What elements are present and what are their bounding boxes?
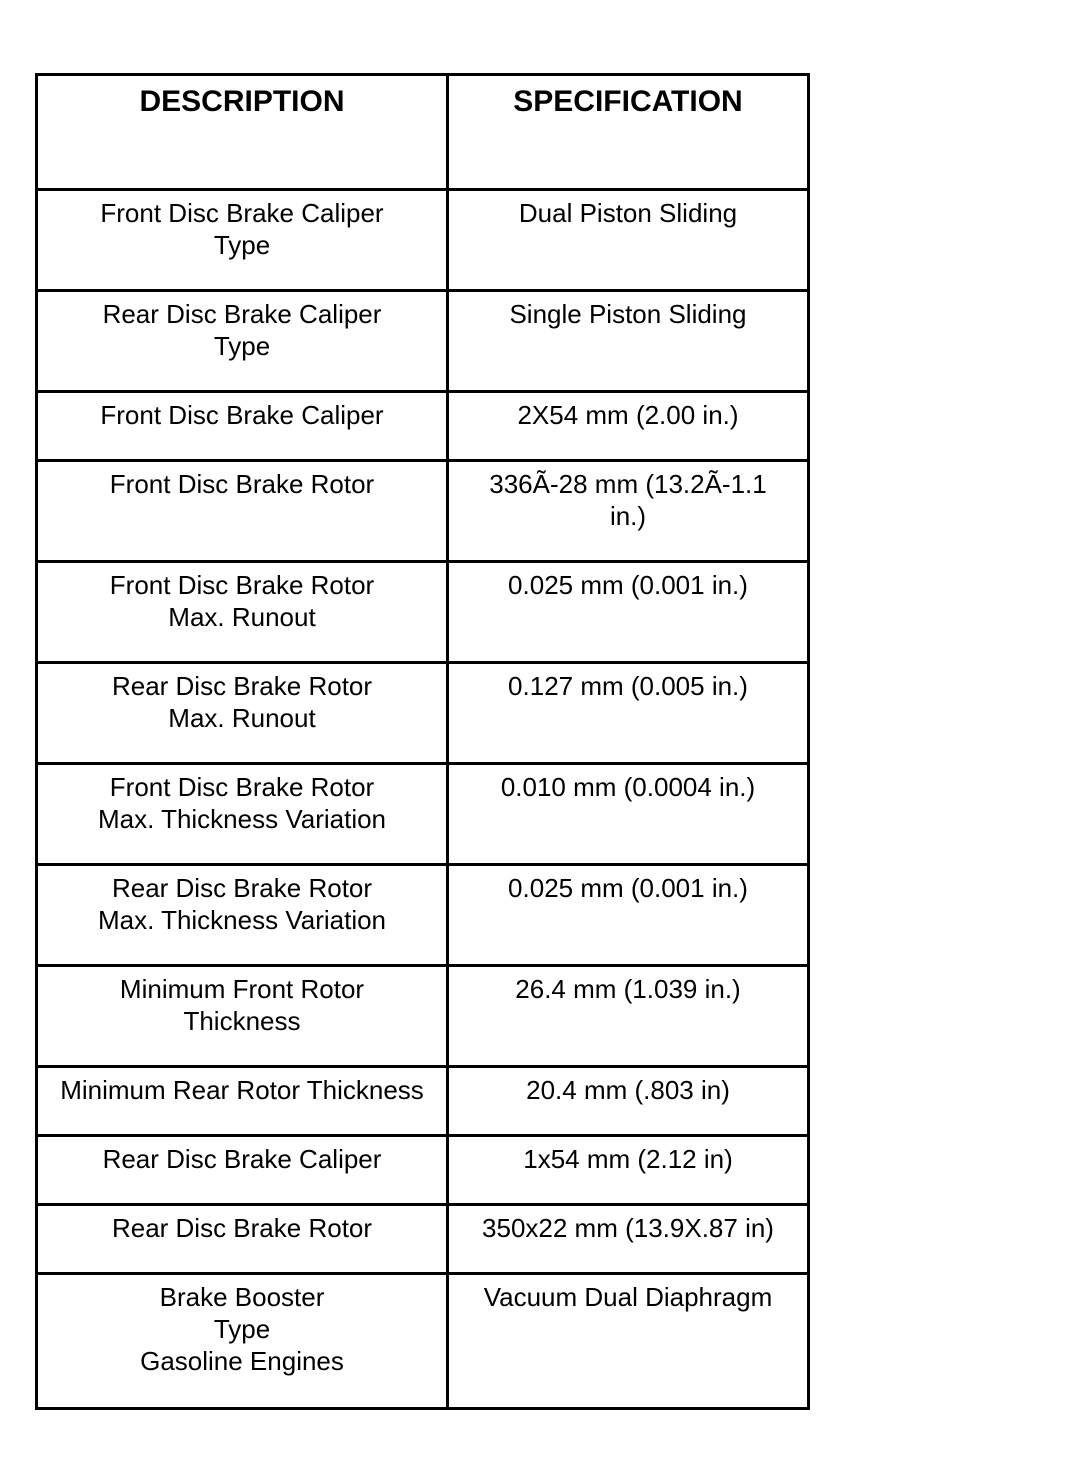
description-cell: Brake Booster Type Gasoline Engines [37,1274,448,1409]
specification-cell: 0.127 mm (0.005 in.) [448,663,809,764]
description-cell: Rear Disc Brake Rotor Max. Runout [37,663,448,764]
description-cell: Minimum Front Rotor Thickness [37,966,448,1067]
table-header-row [37,75,809,190]
specification-cell: 26.4 mm (1.039 in.) [448,966,809,1067]
description-cell: Rear Disc Brake Rotor Max. Thickness Variation [37,865,448,966]
description-cell: Minimum Rear Rotor Thickness [37,1067,448,1136]
specification-cell: 20.4 mm (.803 in) [448,1067,809,1136]
description-cell: Front Disc Brake Caliper Type [37,190,448,291]
specification-cell: 1x54 mm (2.12 in) [448,1136,809,1205]
description-cell: Rear Disc Brake Rotor [37,1205,448,1274]
specification-cell: Dual Piston Sliding [448,190,809,291]
brake-specification-table [35,73,810,1410]
specification-cell: 0.025 mm (0.001 in.) [448,865,809,966]
table-row [37,461,809,562]
description-cell: Front Disc Brake Rotor Max. Runout [37,562,448,663]
table-row [37,1274,809,1409]
table-row [37,291,809,392]
description-cell: Rear Disc Brake Caliper [37,1136,448,1205]
table-row [37,562,809,663]
description-cell: Front Disc Brake Rotor [37,461,448,562]
specification-cell: 2X54 mm (2.00 in.) [448,392,809,461]
table-row [37,1205,809,1274]
table-row [37,1067,809,1136]
description-cell: Rear Disc Brake Caliper Type [37,291,448,392]
description-cell: Front Disc Brake Rotor Max. Thickness Variation [37,764,448,865]
table-row [37,392,809,461]
table-row [37,966,809,1067]
description-column-header: DESCRIPTION [37,75,448,190]
table-row [37,190,809,291]
table-row [37,663,809,764]
specification-cell: 0.025 mm (0.001 in.) [448,562,809,663]
description-cell: Front Disc Brake Caliper [37,392,448,461]
table-row [37,764,809,865]
specification-column-header: SPECIFICATION [448,75,809,190]
specification-cell: 350x22 mm (13.9X.87 in) [448,1205,809,1274]
table-row [37,1136,809,1205]
specification-cell: Vacuum Dual Diaphragm [448,1274,809,1409]
table-row [37,865,809,966]
specification-cell: 0.010 mm (0.0004 in.) [448,764,809,865]
specification-cell: Single Piston Sliding [448,291,809,392]
specification-cell: 336Ã-28 mm (13.2Ã-1.1 in.) [448,461,809,562]
